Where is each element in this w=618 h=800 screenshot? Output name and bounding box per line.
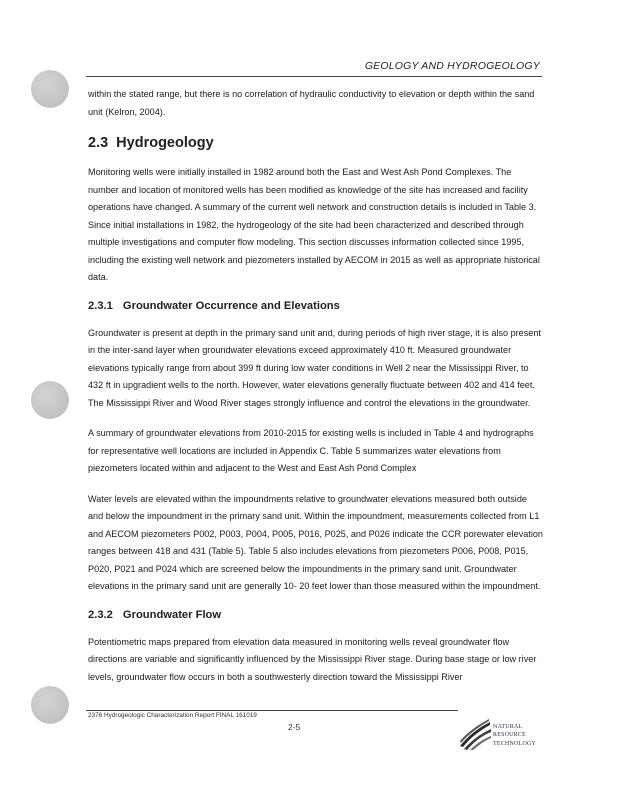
subsection-title: Groundwater Occurrence and Elevations — [122, 299, 340, 312]
punch-hole-top — [31, 70, 69, 108]
punch-hole-middle — [31, 381, 69, 419]
section-title: Hydrogeology — [116, 135, 214, 151]
page-content — [88, 86, 544, 686]
section-heading-2-3-1 — [88, 300, 544, 312]
logo-line: NATURAL — [493, 724, 523, 730]
logo-line: TECHNOLOGY — [493, 740, 536, 747]
logo-line: RESOURCE — [493, 732, 526, 739]
footer-rule — [86, 710, 458, 711]
section-heading-2-3-2 — [88, 609, 544, 621]
nrt-logo-wordmark — [493, 723, 536, 748]
subsection-number: 2.3.1 — [88, 299, 113, 312]
running-header: GEOLOGY AND HYDROGEOLOGY — [364, 60, 540, 72]
nrt-logo — [458, 716, 550, 756]
intro-paragraph: within the stated range, but there is no correlation of hydraulic conductivity to elevation or depth within the sand unit (Kelron, 2004). — [88, 89, 535, 117]
subsection-number: 2.3.2 — [88, 608, 113, 621]
page-number: 2-5 — [288, 722, 301, 732]
punch-hole-bottom — [31, 686, 69, 724]
nrt-logo-icon — [458, 716, 492, 750]
groundwater-summary-paragraph: A summary of groundwater elevations from 2010-2015 for existing wells is included in Table 4 and hydrographs for representative well locations are included in Appendix C. Table 5 summarizes water elevations from piezometers located within and adjacent to the West and East Ash Pond Complex — [88, 428, 534, 473]
header-rule — [86, 76, 542, 77]
hydrogeology-paragraph: Monitoring wells were initially installed in 1982 around both the East and West Ash Pond Complexes. The number and location of monitored wells has been modified as knowledge of the site has increased and facility operations have changed. A summary of the current well network and construction details is included in Table 3. Since initial installations in 1982, the hydrogeology of the site had been characterized and described through multiple investigations and computer flow modeling. This section discusses information collected since 1995, including the existing well network and piezometers installed by AECOM in 2015 as well as appropriate historical data. — [88, 167, 540, 282]
water-levels-paragraph: Water levels are elevated within the impoundments relative to groundwater elevations measured both outside and below the impoundment in the primary sand unit. Within the impoundment, measurements collected from L1 and AECOM piezometers P002, P003, P004, P005, P016, P025, and P026 indicate the CCR porewater elevation ranges between 418 and 431 (Table 5). Table 5 also includes elevations from piezometers P006, P008, P015, P020, P021 and P024 which are screened below the impoundments in the primary sand unit. Groundwater elevations in the primary sand unit are generally 10- 20 feet lower than those measured within the impoundment. — [88, 493, 543, 591]
groundwater-occurrence-paragraph: Groundwater is present at depth in the primary sand unit and, during periods of high river stage, it is also present in the inter-sand layer when groundwater elevations exceed approximately 410 ft. Measured groundwater elevations typically range from about 399 ft during low water conditions in Well 2 near the Mississippi River, to 432 ft in upgradient wells to the north. However, water elevations generally fluctuate between 402 and 414 feet. The Mississippi River and Wood River stages strongly influence and control the elevations in the groundwater. — [88, 327, 541, 408]
footer-report-title: 2376 Hydrogeologic Characterization Report FINAL 161019 — [88, 712, 257, 719]
groundwater-flow-paragraph: Potentiometric maps prepared from elevation data measured in monitoring wells reveal groundwater flow directions are variable and significantly influenced by the Mississippi River stage. During base stage or low river levels, groundwater flow occurs in both a southwesterly direction toward the Mississippi River — [88, 636, 537, 682]
section-heading-2-3 — [88, 135, 544, 151]
subsection-title: Groundwater Flow — [122, 608, 222, 621]
section-number: 2.3 — [88, 135, 109, 151]
